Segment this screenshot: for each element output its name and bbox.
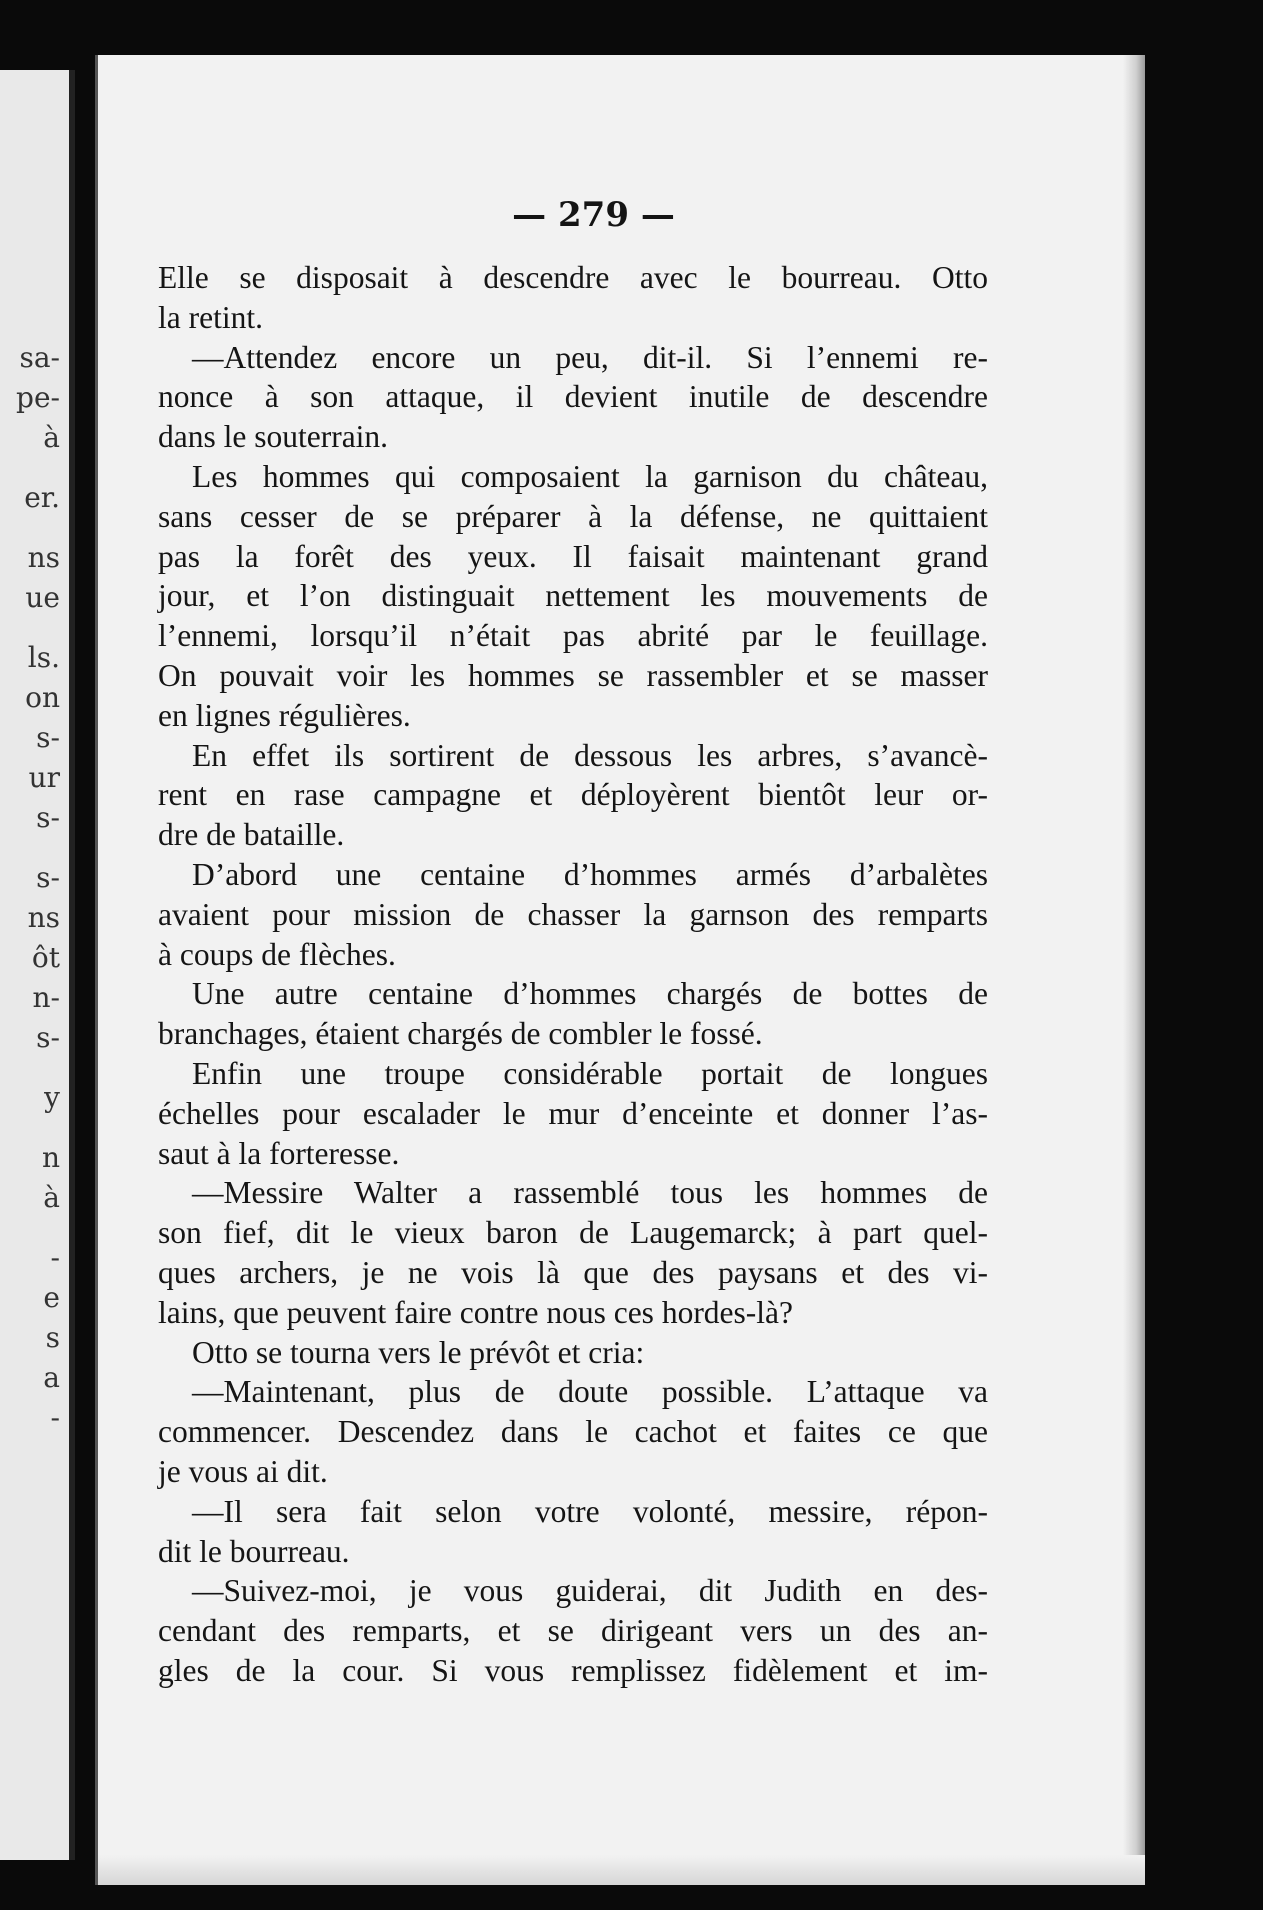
text-line: je vous ai dit. <box>158 1453 328 1489</box>
text-line: gles de la cour. Si vous remplissez fidèlement et im- <box>158 1652 988 1688</box>
text-line: lains, que peuvent faire contre nous ces hordes-là? <box>158 1294 793 1330</box>
previous-page-fragment: ur <box>28 761 60 794</box>
previous-page-fragment: ôt <box>31 941 60 974</box>
previous-page-fragment: n- <box>32 981 60 1014</box>
page-number: — 279 — <box>512 195 675 235</box>
text-line: en lignes régulières. <box>158 697 411 733</box>
previous-page-fragment: s- <box>36 801 60 834</box>
previous-page-fragment: - <box>50 1401 60 1434</box>
text-line: Une autre centaine d’hommes chargés de bottes de <box>192 976 988 1012</box>
previous-page-fragment: e <box>43 1281 60 1314</box>
previous-page-fragment: sa- <box>19 341 60 374</box>
previous-page-fragment <box>0 618 60 638</box>
text-line: —Il sera fait selon votre volonté, messire, répon- <box>192 1493 988 1529</box>
text-line: —Maintenant, plus de doute possible. L’attaque va <box>192 1374 988 1410</box>
previous-page-fragment: s- <box>36 861 60 894</box>
text-line: nonce à son attaque, il devient inutile de descendre <box>158 379 988 415</box>
text-line: Elle se disposait à descendre avec le bourreau. Otto <box>158 260 988 295</box>
text-line: son fief, dit le vieux baron de Laugemarck; à part quel- <box>158 1215 988 1251</box>
text-line: jour, et l’on distinguait nettement les mouvements de <box>158 578 988 614</box>
previous-page-fragment <box>0 1058 60 1078</box>
previous-page-fragment: ue <box>25 581 60 614</box>
previous-page-fragment: s- <box>36 721 60 754</box>
text-line: Enfin une troupe considérable portait de longues <box>192 1055 988 1091</box>
previous-page-edge <box>0 70 75 1860</box>
text-line: branchages, étaient chargés de combler le fossé. <box>158 1016 763 1052</box>
text-line: D’abord une centaine d’hommes armés d’arbalètes <box>192 856 988 892</box>
text-line: sans cesser de se préparer à la défense, ne quittaient <box>158 498 988 534</box>
text-line: dit le bourreau. <box>158 1533 350 1569</box>
text-line: rent en rase campagne et déployèrent bientôt leur or- <box>158 777 988 813</box>
text-line: la retint. <box>158 299 263 335</box>
text-line: dre de bataille. <box>158 817 345 853</box>
book-page <box>95 55 1145 1885</box>
previous-page-fragment: à <box>43 421 60 454</box>
previous-page-fragment: à <box>43 1181 60 1214</box>
text-line: ques archers, je ne vois là que des paysans et des vi- <box>158 1254 988 1290</box>
previous-page-fragment <box>0 458 60 478</box>
previous-page-fragment: n <box>41 1141 60 1174</box>
text-line: saut à la forteresse. <box>158 1135 400 1171</box>
previous-page-fragment: ns <box>27 901 60 934</box>
previous-page-fragment <box>0 518 60 538</box>
text-line: échelles pour escalader le mur d’enceinte et donner l’as- <box>158 1095 988 1131</box>
text-line: pas la forêt des yeux. Il faisait maintenant grand <box>158 538 988 574</box>
previous-page-fragment: - <box>50 1241 60 1274</box>
previous-page-fragment <box>0 838 60 858</box>
text-line: l’ennemi, lorsqu’il n’était pas abrité par le feuillage. <box>158 618 988 654</box>
previous-page-fragment: s <box>45 1321 60 1354</box>
text-line: Otto se tourna vers le prévôt et cria: <box>192 1334 645 1370</box>
text-line: commencer. Descendez dans le cachot et faites ce que <box>158 1414 988 1450</box>
text-line: —Attendez encore un peu, dit-il. Si l’ennemi re- <box>192 339 988 375</box>
page-edge-shadow <box>1123 55 1145 1885</box>
text-line: Les hommes qui composaient la garnison du château, <box>192 458 988 494</box>
text-line: avaient pour mission de chasser la garnson des remparts <box>158 896 988 932</box>
previous-page-fragment: s- <box>36 1021 60 1054</box>
previous-page-fragment: ns <box>27 541 60 574</box>
text-line: —Messire Walter a rassemblé tous les hommes de <box>192 1175 988 1211</box>
previous-page-fragment: pe- <box>16 381 60 414</box>
text-line: dans le souterrain. <box>158 419 389 455</box>
text-line: cendant des remparts, et se dirigeant vers un des an- <box>158 1613 988 1649</box>
text-line: à coups de flèches. <box>158 936 396 972</box>
previous-page-fragments <box>0 338 60 1438</box>
page-bottom-shadow <box>98 1855 1145 1885</box>
previous-page-fragment: ls. <box>27 641 60 674</box>
page-body-text <box>158 258 988 1691</box>
previous-page-fragment: y <box>44 1081 60 1114</box>
previous-page-fragment <box>0 1218 60 1238</box>
previous-page-fragment: a <box>43 1361 60 1394</box>
text-line: En effet ils sortirent de dessous les arbres, s’avancè- <box>192 737 988 773</box>
previous-page-fragment: on <box>25 681 60 714</box>
text-line: On pouvait voir les hommes se rassembler et se masser <box>158 657 988 693</box>
previous-page-fragment: er. <box>24 481 60 514</box>
text-line: —Suivez-moi, je vous guiderai, dit Judith en des- <box>192 1573 988 1609</box>
previous-page-fragment <box>0 1118 60 1138</box>
